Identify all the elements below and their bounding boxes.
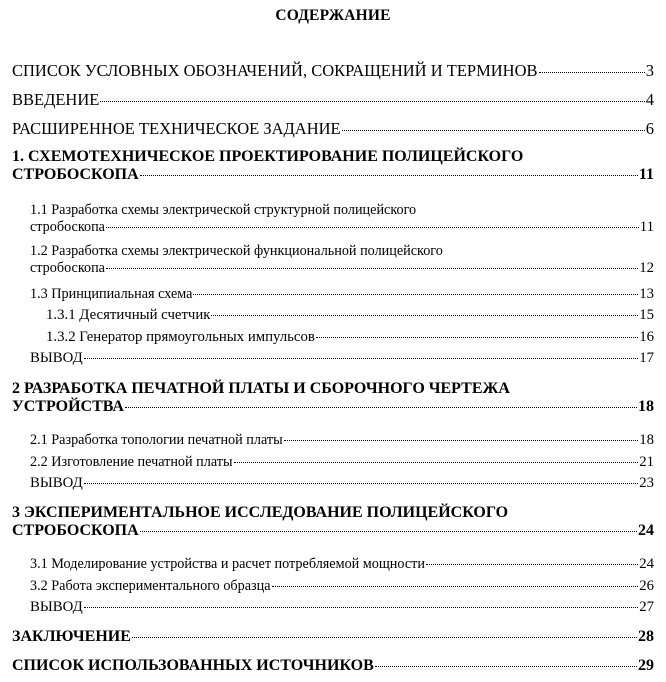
page-number: 11 [638, 166, 654, 183]
leader-dots [100, 101, 644, 102]
toc-section-1-3-1[interactable] [46, 307, 654, 324]
chapter-title-line1: 1. СХЕМОТЕХНИЧЕСКОЕ ПРОЕКТИРОВАНИЕ ПОЛИЦЕЙСКОГО [12, 148, 524, 165]
toc-entry-references[interactable] [12, 657, 654, 675]
entry-text: 1.3.1 Десятичный счетчик [46, 307, 211, 323]
toc-chapter-3[interactable] [12, 504, 654, 540]
leader-dots [539, 72, 645, 73]
toc-chapter-2[interactable] [12, 380, 654, 416]
leader-dots [272, 586, 639, 587]
leader-dots [106, 268, 638, 269]
chapter-title-line2: СТРОБОСКОПА [12, 522, 139, 539]
leader-dots [84, 483, 639, 484]
leader-dots [316, 337, 638, 338]
section-title-line1: 1.2 Разработка схемы электрической функциональной полицейского [30, 243, 443, 259]
leader-dots [426, 564, 638, 565]
chapter-title-line2: УСТРОЙСТВА [12, 398, 124, 415]
toc-entry-technical-task[interactable] [12, 119, 654, 139]
toc-entry-abbreviations[interactable] [12, 61, 654, 81]
leader-dots [140, 175, 638, 176]
leader-dots [193, 294, 638, 295]
page-number: 24 [638, 522, 654, 539]
entry-text: 1.3.2 Генератор прямоугольных импульсов [46, 329, 315, 345]
entry-text: 3.1 Моделирование устройства и расчет потребляемой мощности [30, 556, 425, 572]
toc-conclusion-3[interactable] [30, 599, 654, 616]
page-number: 29 [638, 657, 654, 674]
entry-text: 2.1 Разработка топологии печатной платы [30, 432, 283, 448]
page-number: 12 [639, 260, 654, 276]
leader-dots [84, 607, 639, 608]
leader-dots [140, 531, 637, 532]
leader-dots [125, 407, 637, 408]
toc-section-1-3-2[interactable] [46, 329, 654, 346]
entry-text: ВЫВОД [30, 475, 83, 491]
chapter-title-line1: 2 РАЗРАБОТКА ПЕЧАТНОЙ ПЛАТЫ И СБОРОЧНОГО ЧЕРТЕЖА [12, 380, 510, 397]
page-number: 13 [639, 286, 654, 302]
entry-text: СПИСОК ИСПОЛЬЗОВАННЫХ ИСТОЧНИКОВ [12, 657, 374, 674]
page-number: 21 [639, 454, 654, 470]
chapter-title-line1: 3 ЭКСПЕРИМЕНТАЛЬНОЕ ИССЛЕДОВАНИЕ ПОЛИЦЕЙСКОГО [12, 504, 509, 521]
page-number: 18 [639, 432, 654, 448]
toc-conclusion-1[interactable] [30, 350, 654, 367]
entry-text: 1.3 Принципиальная схема [30, 286, 193, 302]
page-number: 3 [645, 61, 654, 80]
leader-dots [375, 666, 637, 667]
entry-text: ВЫВОД [30, 599, 83, 615]
page-title: СОДЕРЖАНИЕ [275, 7, 391, 24]
page-number: 15 [639, 307, 654, 323]
page-number: 18 [638, 398, 654, 415]
toc-section-1-3[interactable] [30, 286, 654, 303]
page-number: 16 [639, 329, 654, 345]
section-title-line2: стробоскопа [30, 260, 105, 276]
leader-dots [84, 358, 639, 359]
page-number: 17 [639, 350, 654, 366]
toc-conclusion-2[interactable] [30, 475, 654, 492]
entry-text: ВВЕДЕНИЕ [12, 90, 100, 109]
entry-text: СПИСОК УСЛОВНЫХ ОБОЗНАЧЕНИЙ, СОКРАЩЕНИЙ И ТЕРМИНОВ [12, 61, 538, 80]
leader-dots [106, 227, 639, 228]
toc-chapter-1[interactable] [12, 148, 654, 184]
leader-dots [132, 637, 637, 638]
section-title-line2: стробоскопа [30, 219, 105, 235]
leader-dots [284, 440, 639, 441]
entry-text: РАСШИРЕННОЕ ТЕХНИЧЕСКОЕ ЗАДАНИЕ [12, 119, 341, 138]
page-number: 27 [639, 599, 654, 615]
toc-section-3-2[interactable] [30, 578, 654, 595]
leader-dots [211, 315, 638, 316]
entry-text: ЗАКЛЮЧЕНИЕ [12, 628, 131, 645]
toc-section-2-2[interactable] [30, 454, 654, 471]
page-number: 26 [639, 578, 654, 594]
toc-section-1-2[interactable] [30, 243, 654, 277]
toc-section-2-1[interactable] [30, 432, 654, 449]
page-number: 11 [639, 219, 654, 235]
page-number: 28 [638, 628, 654, 645]
section-title-line1: 1.1 Разработка схемы электрической структурной полицейского [30, 202, 417, 218]
page-number: 4 [645, 90, 654, 109]
toc-entry-introduction[interactable] [12, 90, 654, 110]
entry-text: 2.2 Изготовление печатной платы [30, 454, 233, 470]
toc-section-1-1[interactable] [30, 202, 654, 236]
entry-text: ВЫВОД [30, 350, 83, 366]
leader-dots [342, 130, 645, 131]
page-number: 6 [645, 119, 654, 138]
page-number: 24 [639, 556, 654, 572]
toc-section-3-1[interactable] [30, 556, 654, 573]
chapter-title-line2: СТРОБОСКОПА [12, 166, 139, 183]
page-number: 23 [639, 475, 654, 491]
leader-dots [234, 462, 639, 463]
entry-text: 3.2 Работа экспериментального образца [30, 578, 271, 594]
toc-entry-conclusion[interactable] [12, 628, 654, 646]
